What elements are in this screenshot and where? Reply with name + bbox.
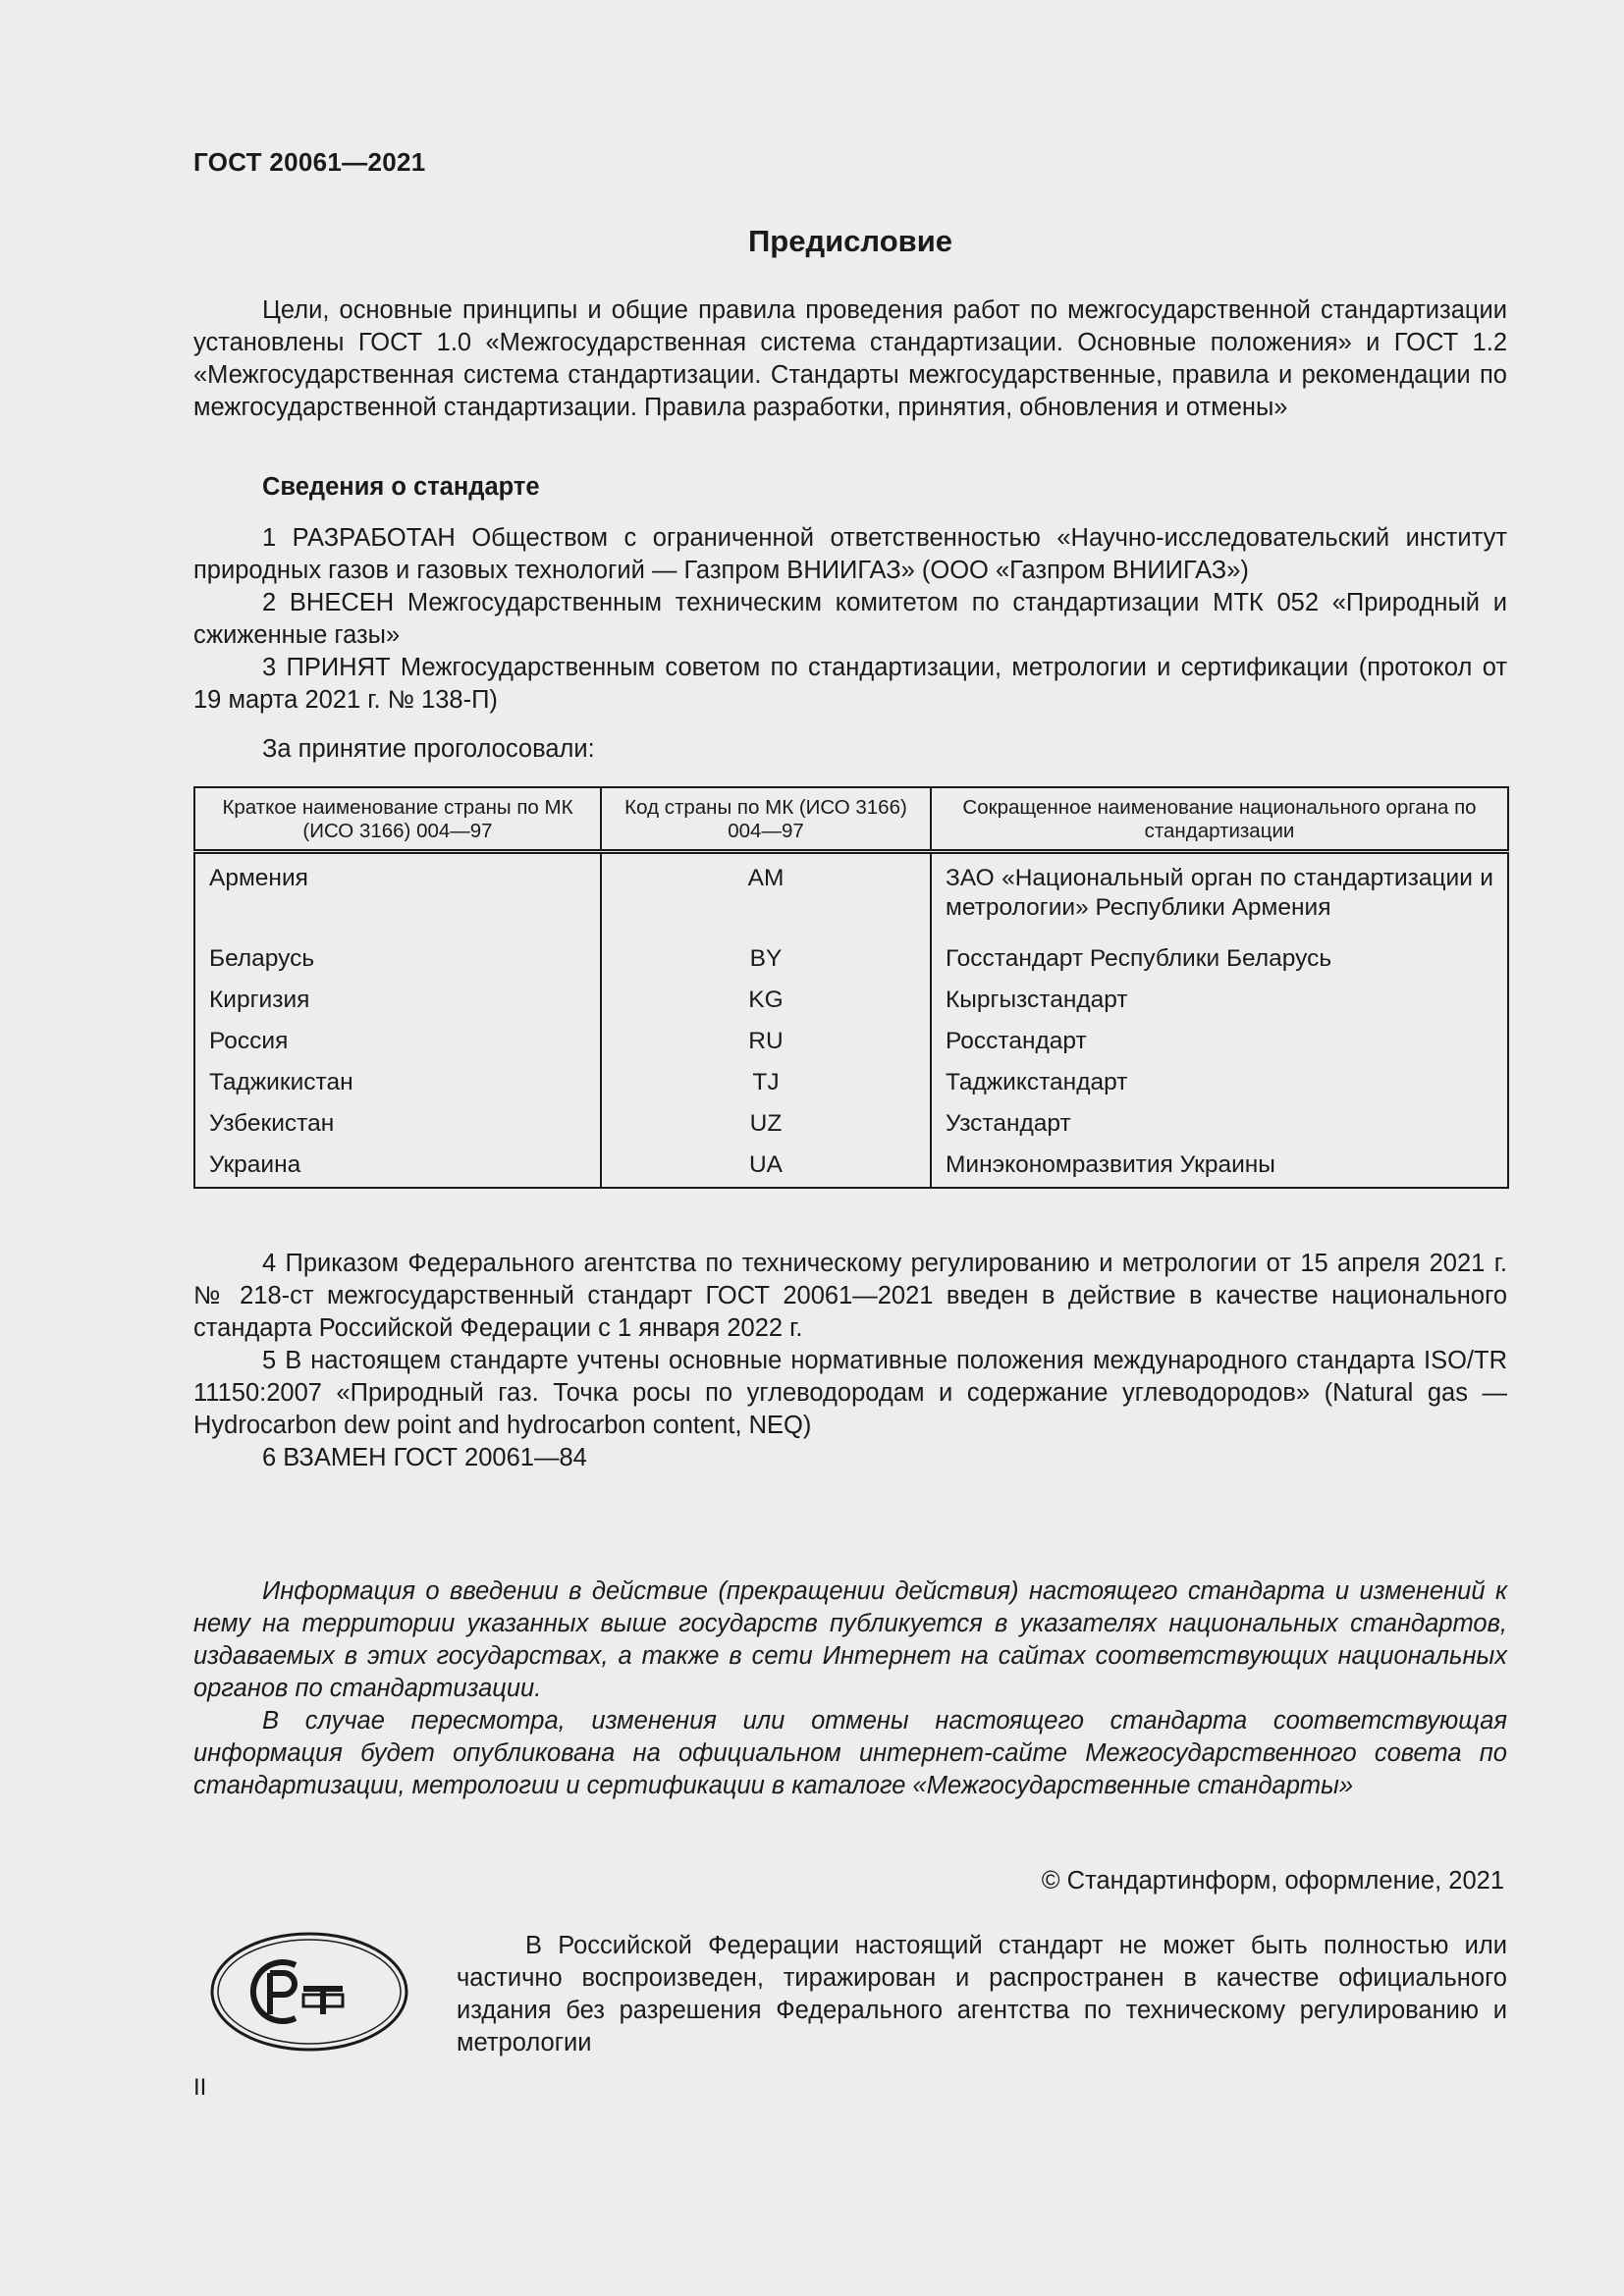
column-header-organization: Сокращенное наименование национального органа по стандартизации <box>931 787 1508 852</box>
organization-cell: Узстандарт <box>931 1105 1508 1147</box>
table-row <box>194 940 1508 982</box>
voting-table <box>193 786 1509 1189</box>
voted-label: За принятие проголосовали: <box>262 735 595 763</box>
intro-paragraph: Цели, основные принципы и общие правила проведения работ по межгосударственной стандартизации установлены ГОСТ 1.0 «Межгосударственная система стандартизации. Основные положения» и ГОСТ 1.2 «Межгосударственная система стандартизации. Стандарты межгосударственные, правила и рекомендации по межгосударственной стандартизации. Правила разработки, принятия, обновления и отмены» <box>193 296 1507 421</box>
page-title: Предисловие <box>747 224 952 258</box>
table-header-row <box>194 787 1508 852</box>
info-item-2: 2 ВНЕСЕН Межгосударственным техническим комитетом по стандартизации МТК 052 «Природный и сжиженные газы» <box>193 589 1507 649</box>
notice-paragraph-2: В случае пересмотра, изменения или отмены настоящего стандарта соответствующая информация будет опубликована на официальном интернет-сайте Межгосударственного совета по стандартизации, метрологии и сертификации в каталоге «Межгосударственные стандарты» <box>193 1707 1507 1799</box>
country-cell: Россия <box>194 1023 601 1064</box>
table-row <box>194 852 1508 940</box>
code-cell: AM <box>601 852 931 940</box>
code-cell: RU <box>601 1023 931 1064</box>
standard-info-heading: Сведения о стандарте <box>262 473 540 501</box>
column-header-country: Краткое наименование страны по МК (ИСО 3166) 004—97 <box>194 787 601 852</box>
organization-cell: Таджикстандарт <box>931 1064 1508 1105</box>
intro-section <box>193 294 1507 424</box>
standard-info-section <box>193 522 1507 717</box>
code-cell: KG <box>601 982 931 1023</box>
organization-cell: Госстандарт Республики Беларусь <box>931 940 1508 982</box>
legal-paragraph: В Российской Федерации настоящий стандарт не может быть полностью или частично воспроизведен, тиражирован и распространен в качестве официального издания без разрешения Федерального агентства по техническому регулированию и метрологии <box>457 1932 1507 2056</box>
notice-paragraph-1: Информация о введении в действие (прекращении действия) настоящего стандарта и изменений к нему на территории указанных выше государств публикуется в указателях национальных стандартов, издаваемых в этих государствах, а также в сети Интернет на сайтах соответствующих национальных органов по стандартизации. <box>193 1577 1507 1702</box>
organization-cell: ЗАО «Национальный орган по стандартизации и метрологии» Республики Армения <box>931 852 1508 940</box>
publication-notice <box>193 1575 1507 1802</box>
organization-cell: Росстандарт <box>931 1023 1508 1064</box>
info-item-3: 3 ПРИНЯТ Межгосударственным советом по стандартизации, метрологии и сертификации (протокол от 19 марта 2021 г. № 138-П) <box>193 654 1507 714</box>
column-header-code: Код страны по МК (ИСО 3166) 004—97 <box>601 787 931 852</box>
page-number: II <box>193 2074 207 2101</box>
country-cell: Узбекистан <box>194 1105 601 1147</box>
info-item-4: 4 Приказом Федерального агентства по техническому регулированию и метрологии от 15 апреля 2021 г. № 218-ст межгосударственный стандарт ГОСТ 20061—2021 введен в действие в качестве национального стандарта Российской Федерации с 1 января 2022 г. <box>193 1250 1507 1342</box>
table-row <box>194 1023 1508 1064</box>
organization-cell: Минэкономразвития Украины <box>931 1147 1508 1188</box>
country-cell: Украина <box>194 1147 601 1188</box>
rst-certification-mark-icon <box>209 1930 409 2054</box>
code-cell: UZ <box>601 1105 931 1147</box>
country-cell: Таджикистан <box>194 1064 601 1105</box>
copyright-line: © Стандартинформ, оформление, 2021 <box>1041 1867 1504 1895</box>
document-id-header: ГОСТ 20061—2021 <box>193 147 426 177</box>
info-item-5: 5 В настоящем стандарте учтены основные нормативные положения международного стандарта ISO/TR 11150:2007 «Природный газ. Точка росы по углеводородам и содержание углеводородов» (Natural gas — Hydrocarbon dew point and hydrocarbon content, NEQ) <box>193 1347 1507 1439</box>
country-cell: Армения <box>194 852 601 940</box>
code-cell: BY <box>601 940 931 982</box>
organization-cell: Кыргызстандарт <box>931 982 1508 1023</box>
adoption-section <box>193 1248 1507 1474</box>
info-item-1: 1 РАЗРАБОТАН Обществом с ограниченной ответственностью «Научно-исследовательский институт природных газов и газовых технологий — Газпром ВНИИГАЗ» (ООО «Газпром ВНИИГАЗ») <box>193 524 1507 584</box>
code-cell: UA <box>601 1147 931 1188</box>
code-cell: TJ <box>601 1064 931 1105</box>
table-row <box>194 1105 1508 1147</box>
table-row <box>194 1064 1508 1105</box>
table-row <box>194 1147 1508 1188</box>
country-cell: Беларусь <box>194 940 601 982</box>
country-cell: Киргизия <box>194 982 601 1023</box>
table-row <box>194 982 1508 1023</box>
legal-notice <box>457 1930 1507 2059</box>
info-item-6: 6 ВЗАМЕН ГОСТ 20061—84 <box>262 1444 587 1471</box>
